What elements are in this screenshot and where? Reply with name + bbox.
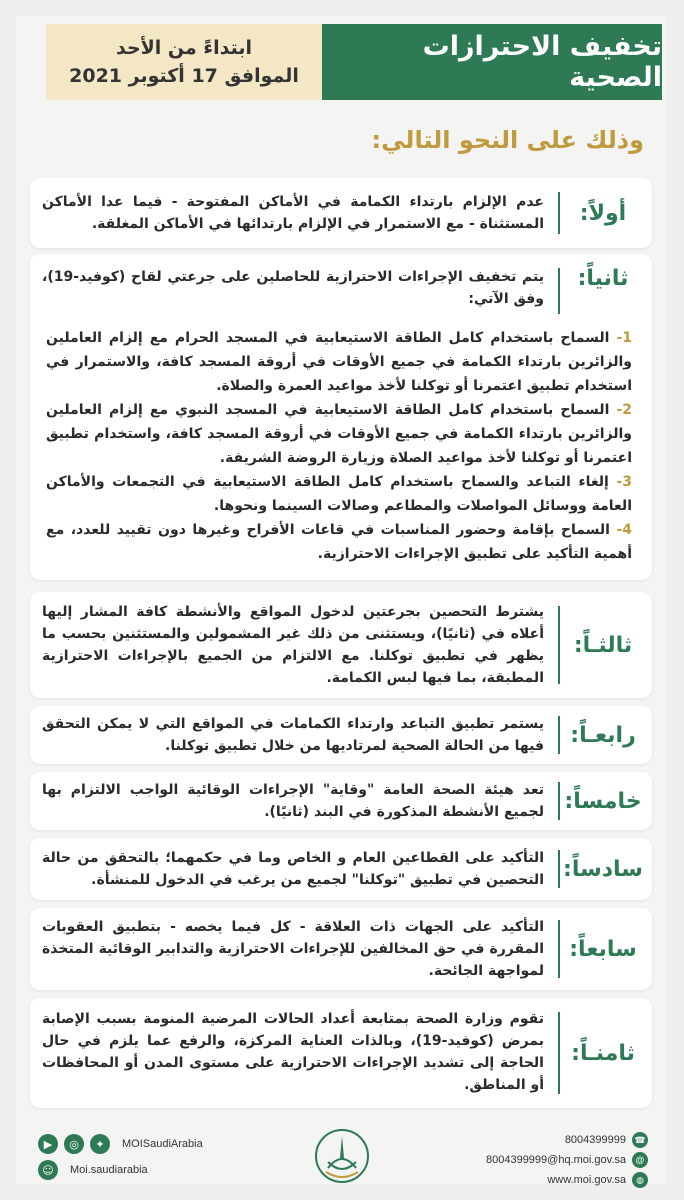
date-line-2: الموافق 17 أكتوبر 2021 [69, 65, 299, 87]
item-number: 1- [616, 330, 633, 346]
card-list [46, 326, 632, 566]
card-label: سابعاً: [569, 936, 637, 962]
card-text: يشترط التحصين بجرعتين لدخول المواقع والأنشطة كافة المشار إليها أعلاه في (ثانيًا)، ويستثنى من ذلك غير المشمولين والمستثنين بحسب ما يظهر في تطبيق توكلنا. مع الالتزام من الجميع بالإجراءات الاحترازية المطبقة، بما فيها لبس الكمامة. [42, 604, 544, 686]
card-first [30, 178, 652, 248]
item-number: 2- [616, 402, 633, 418]
card-label: ثانياً: [577, 266, 629, 291]
card-sixth [30, 838, 652, 900]
twitter-icon[interactable]: ✦ [90, 1134, 110, 1154]
card-label: رابعـاً: [570, 722, 636, 748]
intro-heading: وذلك على النحو التالي: [371, 126, 644, 154]
list-item [46, 326, 632, 398]
card-fourth [30, 706, 652, 764]
card-second [30, 254, 652, 580]
page-title: تخفيف الاحترازات الصحية [322, 24, 662, 100]
instagram-icon[interactable]: ◎ [64, 1134, 84, 1154]
snapchat-link [38, 1160, 148, 1180]
list-item [46, 470, 632, 518]
card-divider [558, 268, 560, 314]
card-text: عدم الإلزام بارتداء الكمامة في الأماكن المفتوحة - فيما عدا الأماكن المستثناة - مع الاستمرار في الإلزام بارتدائها في الأماكن المغلقة. [42, 194, 544, 232]
card-divider [558, 192, 560, 234]
card-label: سادساً: [563, 856, 643, 882]
email-icon: @ [632, 1152, 648, 1168]
youtube-icon[interactable]: ▶ [38, 1134, 58, 1154]
card-text: التأكيد على الجهات ذات العلاقة - كل فيما يخصه - بتطبيق العقوبات المقررة في حق المخالفين للإجراءات الاحترازية والتدابير الوقائية المتخذة لمواجهة الجائحة. [42, 919, 544, 979]
contact-web [547, 1172, 648, 1188]
social-handle[interactable]: MOISaudiArabia [122, 1138, 203, 1150]
date-banner [46, 24, 322, 100]
card-label: خامساً: [564, 788, 642, 814]
item-number: 4- [616, 522, 632, 538]
web-icon: ◍ [632, 1172, 648, 1188]
card-text: التأكيد على القطاعين العام و الخاص وما في حكمهما؛ بالتحقق من حالة التحصين في تطبيق "توكلنا" لجميع من يرغب في الدخول للمنشأة. [42, 850, 544, 888]
card-label: ثالثـاً: [573, 632, 633, 658]
website-link[interactable]: www.moi.gov.sa [547, 1174, 626, 1186]
card-third [30, 592, 652, 698]
card-fifth [30, 772, 652, 830]
card-divider [558, 606, 560, 684]
date-line-1: ابتداءً من الأحد [115, 37, 253, 59]
header [22, 24, 662, 100]
contact-phone [565, 1132, 648, 1148]
card-text: تقوم وزارة الصحة بمتابعة أعداد الحالات المرضية المنومة بسبب الإصابة بمرض (كوفيد-19)، وبالذات العناية المركزة، والرفع عما يلزم في حال الحاجة إلى تشديد الإجراءات الاحترازية على مستوى المدن أو المحافظات أو المناطق. [42, 1011, 544, 1093]
card-text: يستمر تطبيق التباعد وارتداء الكمامات في المواقع التي لا يمكن التحقق فيها من الحالة الصحية لمرتاديها من خلال تطبيق توكلنا. [42, 716, 544, 754]
card-text: يتم تخفيف الإجراءات الاحترازية للحاصلين على جرعتي لقاح (كوفيد-19)، وفق الآتي: [42, 269, 544, 307]
card-text: تعد هيئة الصحة العامة "وقاية" الإجراءات الوقائية الواجب الالتزام بها لجميع الأنشطة المذكورة في البند (ثانيًا). [42, 782, 544, 820]
item-number: 3- [616, 474, 632, 490]
card-divider [558, 782, 560, 820]
item-text: السماح بإقامة وحضور المناسبات في قاعات الأفراح وغيرها دون تقييد للعدد، مع أهمية التأكيد على تطبيق الإجراءات الاحترازية. [46, 522, 632, 562]
snapchat-handle[interactable]: Moi.saudiarabia [70, 1164, 148, 1176]
list-item [46, 518, 632, 566]
item-text: السماح باستخدام كامل الطاقة الاستيعابية في المسجد النبوي مع إلزام العاملين والزائرين بارتداء الكمامة في جميع الأوقات في أروقة المسجد كافة، واستخدام تطبيق اعتمرنا أو توكلنا لأخذ مواعيد الصلاة وزيارة الروضة الشريفة. [46, 402, 632, 466]
list-item [46, 398, 632, 470]
card-label: أولاً: [579, 200, 627, 226]
card-divider [558, 850, 560, 888]
email-address[interactable]: 8004399999@hq.moi.gov.sa [485, 1154, 626, 1166]
ministry-emblem [314, 1128, 370, 1184]
card-divider [558, 716, 560, 754]
item-text: السماح باستخدام كامل الطاقة الاستيعابية في المسجد الحرام مع إلزام العاملين والزائرين بارتداء الكمامة في جميع الأوقات في أروقة المسجد كافة، والاستمرار في استخدام تطبيق اعتمرنا أو توكلنا لأخذ مواعيد العمرة والصلاة. [46, 330, 632, 394]
phone-icon: ☎ [632, 1132, 648, 1148]
contact-email [486, 1152, 648, 1168]
phone-number[interactable]: 8004399999 [564, 1134, 626, 1146]
card-divider [558, 1012, 560, 1094]
card-label: ثامنـاً: [571, 1040, 635, 1066]
snapchat-icon[interactable]: ☺ [38, 1160, 58, 1180]
card-seventh [30, 908, 652, 990]
social-links [38, 1134, 203, 1154]
footer [22, 1128, 662, 1188]
card-divider [558, 920, 560, 978]
item-text: إلغاء التباعد والسماح باستخدام كامل الطاقة الاستيعابية في التجمعات والأماكن العامة ووسائل المواصلات والمطاعم وصالات السينما ونحوها. [46, 474, 632, 514]
card-eighth [30, 998, 652, 1108]
